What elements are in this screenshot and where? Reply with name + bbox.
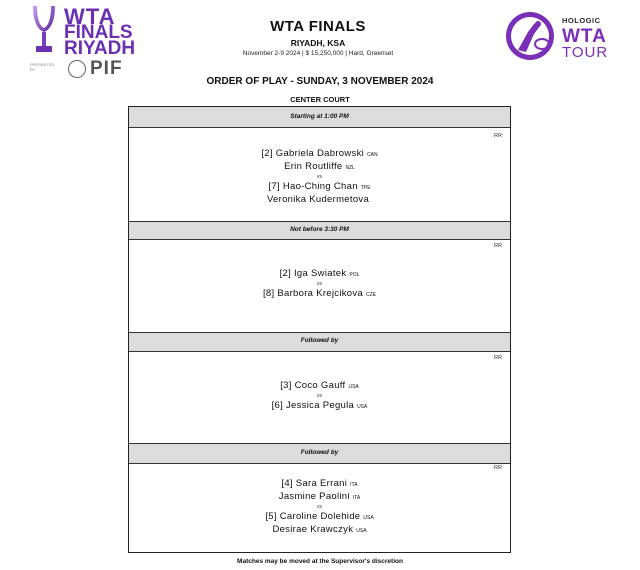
- player-line: [4] Sara Errani ITA: [281, 478, 358, 489]
- schedule-table: [128, 106, 511, 553]
- footer-note: Matches may be moved at the Supervisor's discretion: [237, 558, 403, 565]
- session-heading: Followed by: [129, 332, 510, 352]
- court-name: CENTER COURT: [290, 95, 350, 104]
- tournament-title: WTA FINALS: [270, 18, 366, 35]
- hologic-label: HOLOGIC: [562, 16, 601, 25]
- player-line: [6] Jessica Pegula USA: [271, 400, 368, 411]
- wta-finals-riyadh-logo: [30, 2, 160, 78]
- tournament-header: [200, 18, 436, 57]
- event-logo-finals: FINALS: [64, 22, 133, 43]
- tour-logo-tour: TOUR: [562, 44, 609, 61]
- presented-by-label: PRESENTED BY: [30, 62, 55, 72]
- match-4: [129, 478, 510, 537]
- trophy-icon: [30, 4, 58, 56]
- player-line: [3] Coco Gauff USA: [280, 380, 359, 391]
- player-line: [2] Iga Swiatek POL: [279, 268, 360, 279]
- player-line: [2] Gabriela Dabrowski CAN: [261, 148, 378, 159]
- vs-label: vs: [317, 281, 322, 287]
- player-line: Desirae Krawczyk USA: [272, 524, 367, 535]
- vs-label: vs: [317, 393, 322, 399]
- player-line: [8] Barbora Krejcikova CZE: [262, 288, 377, 299]
- match-1: [129, 148, 510, 207]
- round-label: RR: [494, 465, 502, 471]
- hologic-wta-tour-logo: [500, 8, 640, 68]
- player-line: [7] Hao-Ching Chan TPE: [268, 181, 371, 192]
- vs-label: vs: [317, 504, 322, 510]
- match-3: [129, 380, 510, 413]
- player-line: Veronika Kudermetova: [266, 194, 370, 205]
- event-logo-riyadh: RIYADH: [64, 38, 136, 59]
- player-racquet-icon: [504, 10, 556, 62]
- tour-logo-wta: WTA: [562, 26, 607, 47]
- match-2: [129, 268, 510, 301]
- round-label: RR: [494, 243, 502, 249]
- player-line: [5] Caroline Dolehide USA: [265, 511, 374, 522]
- order-of-play-title: ORDER OF PLAY - SUNDAY, 3 NOVEMBER 2024: [206, 76, 434, 87]
- pif-logo: PIF: [90, 58, 123, 79]
- session-heading: Not before 3:30 PM: [129, 221, 510, 240]
- session-heading: Starting at 1:00 PM: [129, 107, 510, 128]
- tournament-city: RIYADH, KSA: [290, 38, 346, 48]
- tournament-details: November 2-9 2024 | $ 15,250,000 | Hard, Greenset: [242, 50, 394, 57]
- player-line: Erin Routliffe NZL: [284, 161, 355, 172]
- event-logo-wta: WTA: [64, 4, 116, 29]
- session-heading: Followed by: [129, 443, 510, 464]
- round-label: RR: [494, 355, 502, 361]
- vs-label: vs: [317, 174, 322, 180]
- round-label: RR: [494, 133, 502, 139]
- player-line: Jasmine Paolini ITA: [278, 491, 361, 502]
